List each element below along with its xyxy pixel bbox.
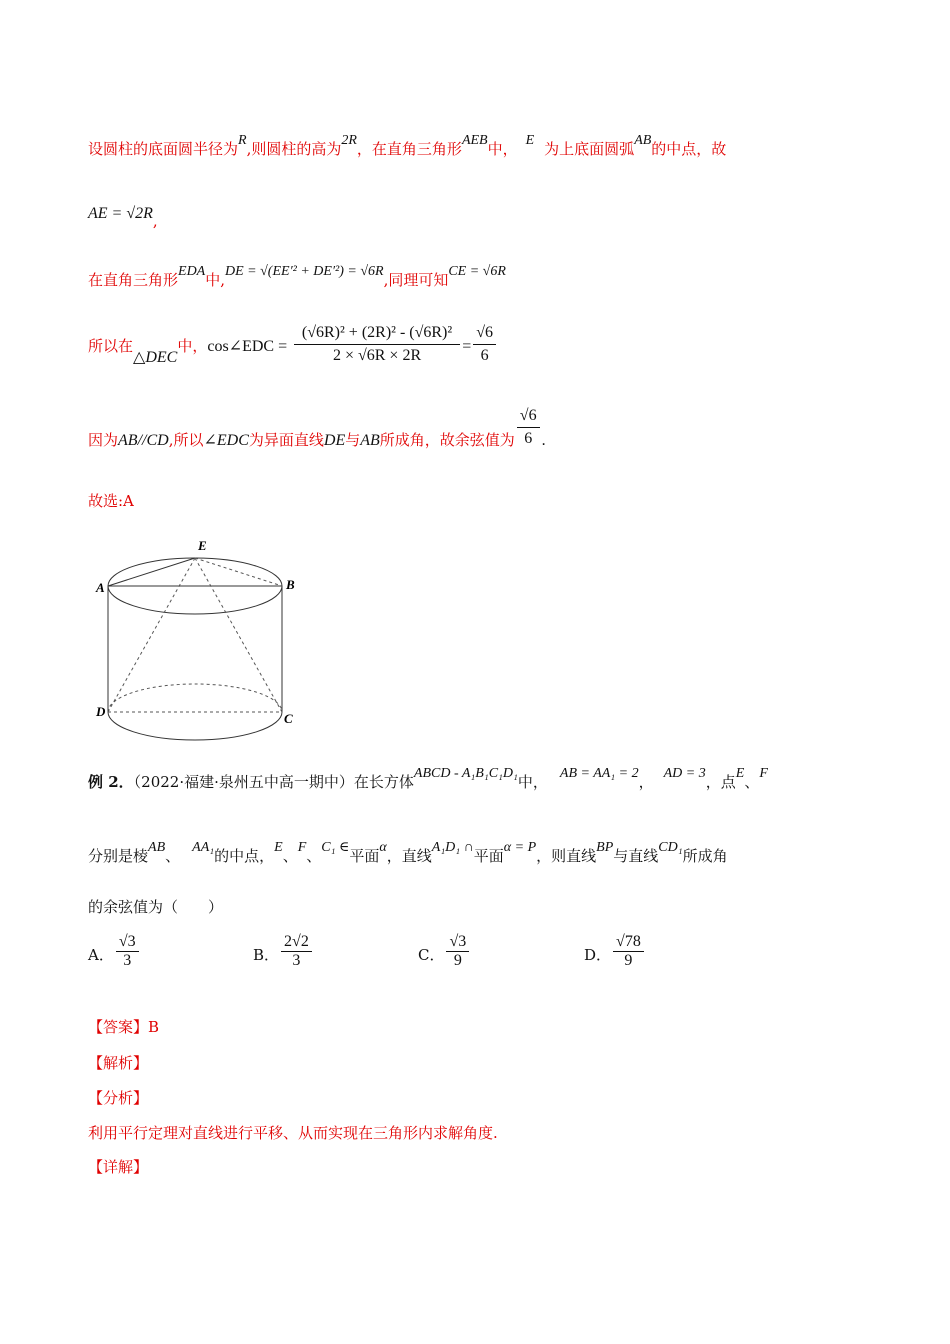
math-F: F [297,840,307,855]
math-2R: 2R [341,133,357,148]
option-fraction [613,933,644,970]
text: 因为 [88,431,119,449]
math-cos-EDC: cos∠EDC = [207,338,288,355]
math-F: F [759,766,768,781]
cylinder-figure [90,530,310,750]
bottom-ellipse-front [108,712,282,740]
fraction-denominator: 3 [292,952,301,969]
text: 平面 [473,847,504,865]
fraction-denominator: 6 [480,347,489,364]
math-AEB: AEB [461,133,488,148]
solution-line-1 [88,133,727,161]
text: 为异面直线 [248,431,324,449]
math-AB: AB [360,432,380,449]
math-DE: DE = √(EE′² + DE′²) = √6R [225,264,384,279]
label-B: B [286,577,295,592]
fraction-denominator: 3 [123,952,132,969]
option-A[interactable] [88,933,141,970]
option-fraction [446,933,469,970]
option-fraction [281,933,312,970]
fraction-numerator: √3 [446,933,469,952]
label-C: C [284,711,293,726]
text: 为上底面圆弧 [544,140,635,158]
label-D: D [96,704,106,719]
text: 中， [517,773,548,791]
math-alpha-P: α = P [503,840,537,855]
text: 与 [345,431,361,449]
text: 所成角 [682,847,728,865]
text: 所以在 [88,337,134,355]
answer-fraction [517,405,540,450]
solution-choice: 故选:A [88,492,134,510]
option-fraction [116,933,139,970]
text: 分别是棱 [88,847,149,865]
fraction-numerator: √6 [473,322,496,345]
option-D[interactable] [584,933,646,970]
math-AE: AE = √2R [88,205,153,222]
text: 所成角，故余弦值为 [379,431,515,449]
text: 中, [205,271,226,289]
detail-label: 【详解】 [88,1158,149,1176]
example-line-2 [88,840,728,868]
math-cuboid: ABCD - A₁B₁C₁D₁ [413,766,518,781]
text: ，在直角三角形 [356,140,462,158]
bottom-ellipse-back [108,684,282,712]
math-E: E [525,133,535,148]
text: 、 [744,773,760,791]
example-line-1 [88,766,768,794]
option-letter: B． [253,945,280,964]
answer-label: 【答案】B [88,1018,160,1036]
text: 平面 [349,847,380,865]
math-CE: CE = √6R [448,264,506,279]
text: ,则圆柱的高为 [246,140,342,158]
option-letter: C． [418,945,445,964]
math-E: E [735,766,745,781]
analysis-label: 【解析】 [88,1054,149,1072]
math-arc-AB: AB [634,133,652,148]
label-E: E [198,538,207,553]
math-C1-in: C₁ ∈ [321,840,350,855]
fenxi-text: 利用平行定理对直线进行平移、从而实现在三角形内求解角度. [88,1124,498,1142]
fraction-denominator: 6 [524,430,533,447]
fraction-numerator: √6 [517,405,540,428]
text: 的中点，故 [651,140,727,158]
text: 、 [165,847,181,865]
cos-fraction [294,322,460,367]
fraction-denominator: 9 [624,952,633,969]
text: 中， [177,337,208,355]
label-A: A [96,580,105,595]
math-angle-EDC: ∠EDC [203,432,249,449]
text: ,同理可知 [383,271,449,289]
math-CD1: CD₁ [658,840,683,855]
text: 在直角三角形 [88,271,179,289]
text: 与直线 [613,847,659,865]
example-line-3: 的余弦值为（ ） [88,898,224,916]
option-letter: A． [88,945,114,964]
option-B[interactable] [253,933,314,970]
math-EDA: EDA [178,264,206,279]
text: 、 [282,847,298,865]
math-A1D1-cap: A₁D₁ ∩ [431,840,474,855]
fraction-numerator: √78 [613,933,644,952]
fraction-numerator: 2√2 [281,933,312,952]
math-AA1: AA₁ [192,840,215,855]
fraction-numerator: (√6R)² + (2R)² - (√6R)² [294,322,460,345]
math-E: E [274,840,283,855]
text: ,所以 [168,431,204,449]
text: , [152,212,158,230]
math-BP: BP [596,840,614,855]
period: . [541,432,546,449]
math-R: R [238,133,247,148]
text: ，直线 [386,847,432,865]
math-alpha: α [379,840,387,855]
math-AB: AB [148,840,166,855]
text: ，则直线 [536,847,597,865]
math-DE: DE [323,432,346,449]
option-letter: D． [584,945,612,964]
equals: = [462,338,472,355]
solution-line-3 [88,264,506,292]
math-AB-AA1: AB = AA₁ = 2 [559,766,639,781]
text: 、 [306,847,322,865]
text: ，点 [705,773,736,791]
solution-line-5 [88,405,546,450]
text: 设圆柱的底面圆半径为 [88,140,239,158]
segment-EC [195,558,282,712]
fraction-denominator: 2 × √6R × 2R [332,347,422,364]
text: 的中点， [214,847,275,865]
fenxi-label: 【分析】 [88,1089,149,1107]
math-triangle-DEC: △DEC [133,349,178,366]
solution-line-4 [88,322,498,367]
result-fraction [473,322,496,367]
text: ， [638,773,654,791]
option-C[interactable] [418,933,471,970]
text: （2022·福建·泉州五中高一期中）在长方体 [133,773,414,791]
math-AD: AD = 3 [663,766,706,781]
math-AB-parallel-CD: AB//CD [118,432,169,449]
segment-AE [108,558,195,586]
fraction-denominator: 9 [453,952,462,969]
fraction-numerator: √3 [116,933,139,952]
segment-ED [108,558,195,712]
example-title: 例 2． [88,773,134,791]
segment-EB [195,558,282,586]
solution-line-2 [88,203,158,230]
text: 中， [487,140,518,158]
